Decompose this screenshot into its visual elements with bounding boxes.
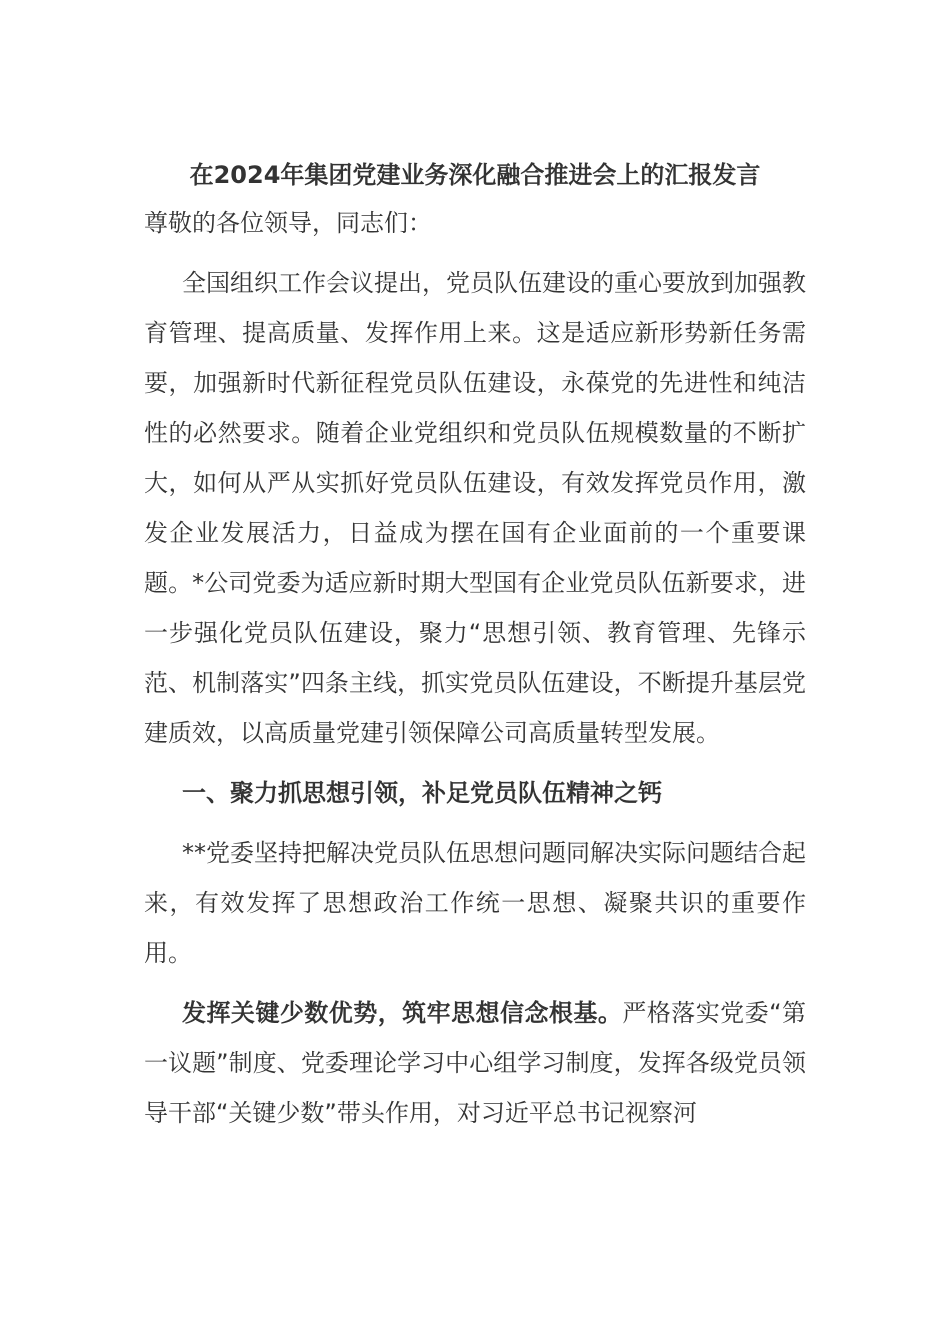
subsection-paragraph bbox=[144, 988, 806, 1138]
section-paragraph: **党委坚持把解决党员队伍思想问题同解决实际问题结合起来，有效发挥了思想政治工作统一思想、凝聚共识的重要作用。 bbox=[144, 839, 806, 967]
document-title: 在2024年集团党建业务深化融合推进会上的汇报发言 bbox=[189, 161, 761, 189]
salutation: 尊敬的各位领导，同志们： bbox=[144, 209, 432, 237]
subsection-text: 严格落实党委“第一议题”制度、党委理论学习中心组学习制度，发挥各级党员领导干部“关键少数”带头作用，对习近平总书记视察河 bbox=[144, 999, 806, 1127]
section-heading: 一、聚力抓思想引领，补足党员队伍精神之钙 bbox=[182, 779, 662, 807]
paragraph-gap bbox=[144, 248, 806, 258]
paragraph-gap bbox=[144, 978, 806, 988]
paragraph-gap bbox=[144, 758, 806, 768]
intro-paragraph: 全国组织工作会议提出，党员队伍建设的重心要放到加强教育管理、提高质量、发挥作用上来。这是适应新形势新任务需要，加强新时代新征程党员队伍建设，永葆党的先进性和纯洁性的必然要求。随着企业党组织和党员队伍规模数量的不断扩大，如何从严从实抓好党员队伍建设，有效发挥党员作用，激发企业发展活力，日益成为摆在国有企业面前的一个重要课题。*公司党委为适应新时期大型国有企业党员队伍新要求，进一步强化党员队伍建设，聚力“思想引领、教育管理、先锋示范、机制落实”四条主线，抓实党员队伍建设，不断提升基层党建质效，以高质量党建引领保障公司高质量转型发展。 bbox=[144, 269, 806, 747]
paragraph-gap bbox=[144, 818, 806, 828]
document-page bbox=[144, 150, 806, 1138]
subsection-lead: 发挥关键少数优势，筑牢思想信念根基。 bbox=[182, 999, 623, 1027]
